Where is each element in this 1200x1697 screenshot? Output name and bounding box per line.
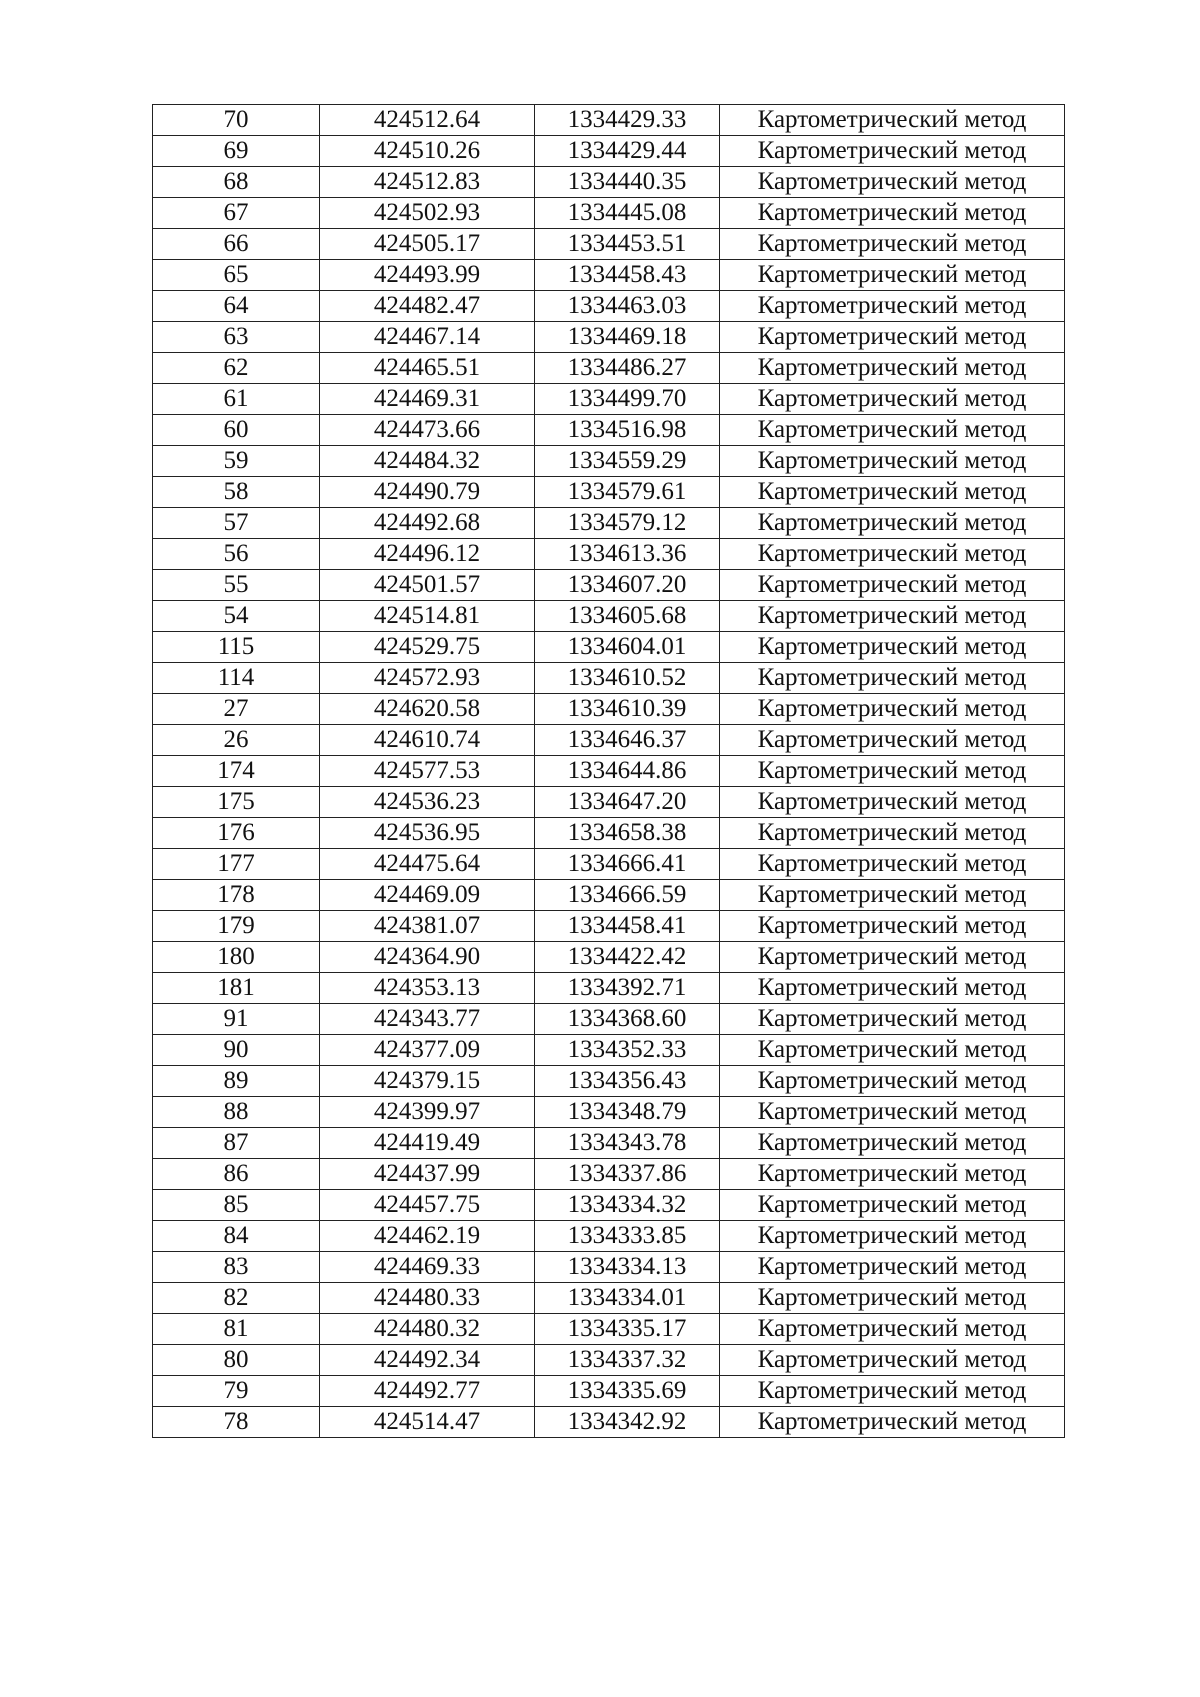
- x-coordinate-cell: 424610.74: [320, 725, 535, 756]
- x-coordinate-cell: 424490.79: [320, 477, 535, 508]
- point-number-cell: 63: [153, 322, 320, 353]
- x-coordinate-cell: 424512.64: [320, 105, 535, 136]
- table-row: [153, 1190, 1065, 1221]
- point-number-cell: 85: [153, 1190, 320, 1221]
- point-number-cell: 88: [153, 1097, 320, 1128]
- method-cell: Картометрический метод: [720, 1376, 1065, 1407]
- point-number-cell: 66: [153, 229, 320, 260]
- x-coordinate-cell: 424482.47: [320, 291, 535, 322]
- method-cell: Картометрический метод: [720, 198, 1065, 229]
- y-coordinate-cell: 1334334.01: [535, 1283, 720, 1314]
- y-coordinate-cell: 1334440.35: [535, 167, 720, 198]
- x-coordinate-cell: 424529.75: [320, 632, 535, 663]
- x-coordinate-cell: 424510.26: [320, 136, 535, 167]
- x-coordinate-cell: 424462.19: [320, 1221, 535, 1252]
- point-number-cell: 89: [153, 1066, 320, 1097]
- method-cell: Картометрический метод: [720, 570, 1065, 601]
- x-coordinate-cell: 424514.81: [320, 601, 535, 632]
- method-cell: Картометрический метод: [720, 818, 1065, 849]
- method-cell: Картометрический метод: [720, 1159, 1065, 1190]
- y-coordinate-cell: 1334368.60: [535, 1004, 720, 1035]
- point-number-cell: 174: [153, 756, 320, 787]
- y-coordinate-cell: 1334499.70: [535, 384, 720, 415]
- point-number-cell: 62: [153, 353, 320, 384]
- point-number-cell: 177: [153, 849, 320, 880]
- point-number-cell: 81: [153, 1314, 320, 1345]
- y-coordinate-cell: 1334392.71: [535, 973, 720, 1004]
- table-row: [153, 973, 1065, 1004]
- x-coordinate-cell: 424469.33: [320, 1252, 535, 1283]
- table-row: [153, 353, 1065, 384]
- y-coordinate-cell: 1334613.36: [535, 539, 720, 570]
- table-row: [153, 136, 1065, 167]
- table-row: [153, 818, 1065, 849]
- method-cell: Картометрический метод: [720, 508, 1065, 539]
- x-coordinate-cell: 424501.57: [320, 570, 535, 601]
- table-row: [153, 849, 1065, 880]
- y-coordinate-cell: 1334333.85: [535, 1221, 720, 1252]
- method-cell: Картометрический метод: [720, 1314, 1065, 1345]
- y-coordinate-cell: 1334658.38: [535, 818, 720, 849]
- x-coordinate-cell: 424475.64: [320, 849, 535, 880]
- x-coordinate-cell: 424353.13: [320, 973, 535, 1004]
- point-number-cell: 64: [153, 291, 320, 322]
- y-coordinate-cell: 1334429.33: [535, 105, 720, 136]
- method-cell: Картометрический метод: [720, 291, 1065, 322]
- point-number-cell: 79: [153, 1376, 320, 1407]
- x-coordinate-cell: 424512.83: [320, 167, 535, 198]
- point-number-cell: 84: [153, 1221, 320, 1252]
- method-cell: Картометрический метод: [720, 942, 1065, 973]
- method-cell: Картометрический метод: [720, 880, 1065, 911]
- point-number-cell: 59: [153, 446, 320, 477]
- table-row: [153, 1252, 1065, 1283]
- x-coordinate-cell: 424536.23: [320, 787, 535, 818]
- y-coordinate-cell: 1334463.03: [535, 291, 720, 322]
- method-cell: Картометрический метод: [720, 1221, 1065, 1252]
- method-cell: Картометрический метод: [720, 446, 1065, 477]
- table-row: [153, 1407, 1065, 1438]
- coordinates-table: [152, 104, 1065, 1438]
- y-coordinate-cell: 1334334.13: [535, 1252, 720, 1283]
- x-coordinate-cell: 424493.99: [320, 260, 535, 291]
- table-row: [153, 1066, 1065, 1097]
- x-coordinate-cell: 424457.75: [320, 1190, 535, 1221]
- point-number-cell: 55: [153, 570, 320, 601]
- table-row: [153, 167, 1065, 198]
- method-cell: Картометрический метод: [720, 756, 1065, 787]
- table-row: [153, 756, 1065, 787]
- point-number-cell: 82: [153, 1283, 320, 1314]
- method-cell: Картометрический метод: [720, 663, 1065, 694]
- table-row: [153, 384, 1065, 415]
- table-row: [153, 446, 1065, 477]
- y-coordinate-cell: 1334646.37: [535, 725, 720, 756]
- y-coordinate-cell: 1334337.32: [535, 1345, 720, 1376]
- point-number-cell: 181: [153, 973, 320, 1004]
- method-cell: Картометрический метод: [720, 1004, 1065, 1035]
- point-number-cell: 91: [153, 1004, 320, 1035]
- table-row: [153, 570, 1065, 601]
- table-row: [153, 105, 1065, 136]
- method-cell: Картометрический метод: [720, 105, 1065, 136]
- point-number-cell: 86: [153, 1159, 320, 1190]
- table-row: [153, 694, 1065, 725]
- x-coordinate-cell: 424572.93: [320, 663, 535, 694]
- point-number-cell: 176: [153, 818, 320, 849]
- x-coordinate-cell: 424465.51: [320, 353, 535, 384]
- y-coordinate-cell: 1334348.79: [535, 1097, 720, 1128]
- y-coordinate-cell: 1334453.51: [535, 229, 720, 260]
- y-coordinate-cell: 1334343.78: [535, 1128, 720, 1159]
- x-coordinate-cell: 424536.95: [320, 818, 535, 849]
- x-coordinate-cell: 424473.66: [320, 415, 535, 446]
- x-coordinate-cell: 424502.93: [320, 198, 535, 229]
- method-cell: Картометрический метод: [720, 1407, 1065, 1438]
- table-row: [153, 1376, 1065, 1407]
- table-row: [153, 1283, 1065, 1314]
- point-number-cell: 69: [153, 136, 320, 167]
- method-cell: Картометрический метод: [720, 787, 1065, 818]
- method-cell: Картометрический метод: [720, 1097, 1065, 1128]
- y-coordinate-cell: 1334666.41: [535, 849, 720, 880]
- table-row: [153, 663, 1065, 694]
- y-coordinate-cell: 1334469.18: [535, 322, 720, 353]
- table-row: [153, 1221, 1065, 1252]
- x-coordinate-cell: 424364.90: [320, 942, 535, 973]
- table-row: [153, 415, 1065, 446]
- method-cell: Картометрический метод: [720, 973, 1065, 1004]
- method-cell: Картометрический метод: [720, 1128, 1065, 1159]
- method-cell: Картометрический метод: [720, 384, 1065, 415]
- point-number-cell: 68: [153, 167, 320, 198]
- point-number-cell: 178: [153, 880, 320, 911]
- method-cell: Картометрический метод: [720, 136, 1065, 167]
- x-coordinate-cell: 424419.49: [320, 1128, 535, 1159]
- x-coordinate-cell: 424492.68: [320, 508, 535, 539]
- y-coordinate-cell: 1334337.86: [535, 1159, 720, 1190]
- x-coordinate-cell: 424469.09: [320, 880, 535, 911]
- y-coordinate-cell: 1334429.44: [535, 136, 720, 167]
- point-number-cell: 179: [153, 911, 320, 942]
- table-row: [153, 632, 1065, 663]
- point-number-cell: 60: [153, 415, 320, 446]
- method-cell: Картометрический метод: [720, 167, 1065, 198]
- table-row: [153, 291, 1065, 322]
- table-row: [153, 1035, 1065, 1066]
- y-coordinate-cell: 1334579.61: [535, 477, 720, 508]
- x-coordinate-cell: 424437.99: [320, 1159, 535, 1190]
- point-number-cell: 83: [153, 1252, 320, 1283]
- table-row: [153, 539, 1065, 570]
- table-row: [153, 942, 1065, 973]
- table-row: [153, 322, 1065, 353]
- y-coordinate-cell: 1334352.33: [535, 1035, 720, 1066]
- table-row: [153, 880, 1065, 911]
- y-coordinate-cell: 1334445.08: [535, 198, 720, 229]
- y-coordinate-cell: 1334607.20: [535, 570, 720, 601]
- x-coordinate-cell: 424377.09: [320, 1035, 535, 1066]
- y-coordinate-cell: 1334644.86: [535, 756, 720, 787]
- point-number-cell: 61: [153, 384, 320, 415]
- x-coordinate-cell: 424577.53: [320, 756, 535, 787]
- y-coordinate-cell: 1334486.27: [535, 353, 720, 384]
- coordinates-table-body: [153, 105, 1065, 1438]
- method-cell: Картометрический метод: [720, 849, 1065, 880]
- method-cell: Картометрический метод: [720, 477, 1065, 508]
- x-coordinate-cell: 424480.32: [320, 1314, 535, 1345]
- point-number-cell: 114: [153, 663, 320, 694]
- y-coordinate-cell: 1334559.29: [535, 446, 720, 477]
- point-number-cell: 78: [153, 1407, 320, 1438]
- x-coordinate-cell: 424480.33: [320, 1283, 535, 1314]
- point-number-cell: 27: [153, 694, 320, 725]
- point-number-cell: 65: [153, 260, 320, 291]
- y-coordinate-cell: 1334335.17: [535, 1314, 720, 1345]
- method-cell: Картометрический метод: [720, 601, 1065, 632]
- method-cell: Картометрический метод: [720, 1252, 1065, 1283]
- table-row: [153, 229, 1065, 260]
- point-number-cell: 115: [153, 632, 320, 663]
- x-coordinate-cell: 424505.17: [320, 229, 535, 260]
- point-number-cell: 70: [153, 105, 320, 136]
- table-row: [153, 477, 1065, 508]
- y-coordinate-cell: 1334342.92: [535, 1407, 720, 1438]
- method-cell: Картометрический метод: [720, 725, 1065, 756]
- table-row: [153, 787, 1065, 818]
- table-row: [153, 508, 1065, 539]
- x-coordinate-cell: 424343.77: [320, 1004, 535, 1035]
- x-coordinate-cell: 424514.47: [320, 1407, 535, 1438]
- method-cell: Картометрический метод: [720, 229, 1065, 260]
- point-number-cell: 56: [153, 539, 320, 570]
- point-number-cell: 54: [153, 601, 320, 632]
- table-row: [153, 1097, 1065, 1128]
- x-coordinate-cell: 424620.58: [320, 694, 535, 725]
- method-cell: Картометрический метод: [720, 415, 1065, 446]
- table-row: [153, 1128, 1065, 1159]
- y-coordinate-cell: 1334356.43: [535, 1066, 720, 1097]
- method-cell: Картометрический метод: [720, 260, 1065, 291]
- method-cell: Картометрический метод: [720, 694, 1065, 725]
- y-coordinate-cell: 1334335.69: [535, 1376, 720, 1407]
- point-number-cell: 57: [153, 508, 320, 539]
- x-coordinate-cell: 424467.14: [320, 322, 535, 353]
- x-coordinate-cell: 424379.15: [320, 1066, 535, 1097]
- method-cell: Картометрический метод: [720, 322, 1065, 353]
- point-number-cell: 90: [153, 1035, 320, 1066]
- y-coordinate-cell: 1334605.68: [535, 601, 720, 632]
- x-coordinate-cell: 424399.97: [320, 1097, 535, 1128]
- method-cell: Картометрический метод: [720, 353, 1065, 384]
- point-number-cell: 26: [153, 725, 320, 756]
- x-coordinate-cell: 424484.32: [320, 446, 535, 477]
- point-number-cell: 67: [153, 198, 320, 229]
- table-row: [153, 601, 1065, 632]
- table-row: [153, 725, 1065, 756]
- x-coordinate-cell: 424496.12: [320, 539, 535, 570]
- method-cell: Картометрический метод: [720, 1035, 1065, 1066]
- method-cell: Картометрический метод: [720, 1190, 1065, 1221]
- x-coordinate-cell: 424381.07: [320, 911, 535, 942]
- y-coordinate-cell: 1334422.42: [535, 942, 720, 973]
- point-number-cell: 175: [153, 787, 320, 818]
- point-number-cell: 87: [153, 1128, 320, 1159]
- method-cell: Картометрический метод: [720, 1066, 1065, 1097]
- table-row: [153, 1314, 1065, 1345]
- method-cell: Картометрический метод: [720, 911, 1065, 942]
- table-row: [153, 1345, 1065, 1376]
- y-coordinate-cell: 1334458.43: [535, 260, 720, 291]
- table-row: [153, 1159, 1065, 1190]
- y-coordinate-cell: 1334458.41: [535, 911, 720, 942]
- x-coordinate-cell: 424469.31: [320, 384, 535, 415]
- table-row: [153, 1004, 1065, 1035]
- y-coordinate-cell: 1334604.01: [535, 632, 720, 663]
- y-coordinate-cell: 1334610.52: [535, 663, 720, 694]
- method-cell: Картометрический метод: [720, 539, 1065, 570]
- x-coordinate-cell: 424492.77: [320, 1376, 535, 1407]
- method-cell: Картометрический метод: [720, 632, 1065, 663]
- y-coordinate-cell: 1334516.98: [535, 415, 720, 446]
- table-row: [153, 260, 1065, 291]
- point-number-cell: 58: [153, 477, 320, 508]
- table-row: [153, 911, 1065, 942]
- method-cell: Картометрический метод: [720, 1345, 1065, 1376]
- table-row: [153, 198, 1065, 229]
- y-coordinate-cell: 1334334.32: [535, 1190, 720, 1221]
- y-coordinate-cell: 1334579.12: [535, 508, 720, 539]
- method-cell: Картометрический метод: [720, 1283, 1065, 1314]
- y-coordinate-cell: 1334647.20: [535, 787, 720, 818]
- point-number-cell: 80: [153, 1345, 320, 1376]
- point-number-cell: 180: [153, 942, 320, 973]
- x-coordinate-cell: 424492.34: [320, 1345, 535, 1376]
- y-coordinate-cell: 1334610.39: [535, 694, 720, 725]
- y-coordinate-cell: 1334666.59: [535, 880, 720, 911]
